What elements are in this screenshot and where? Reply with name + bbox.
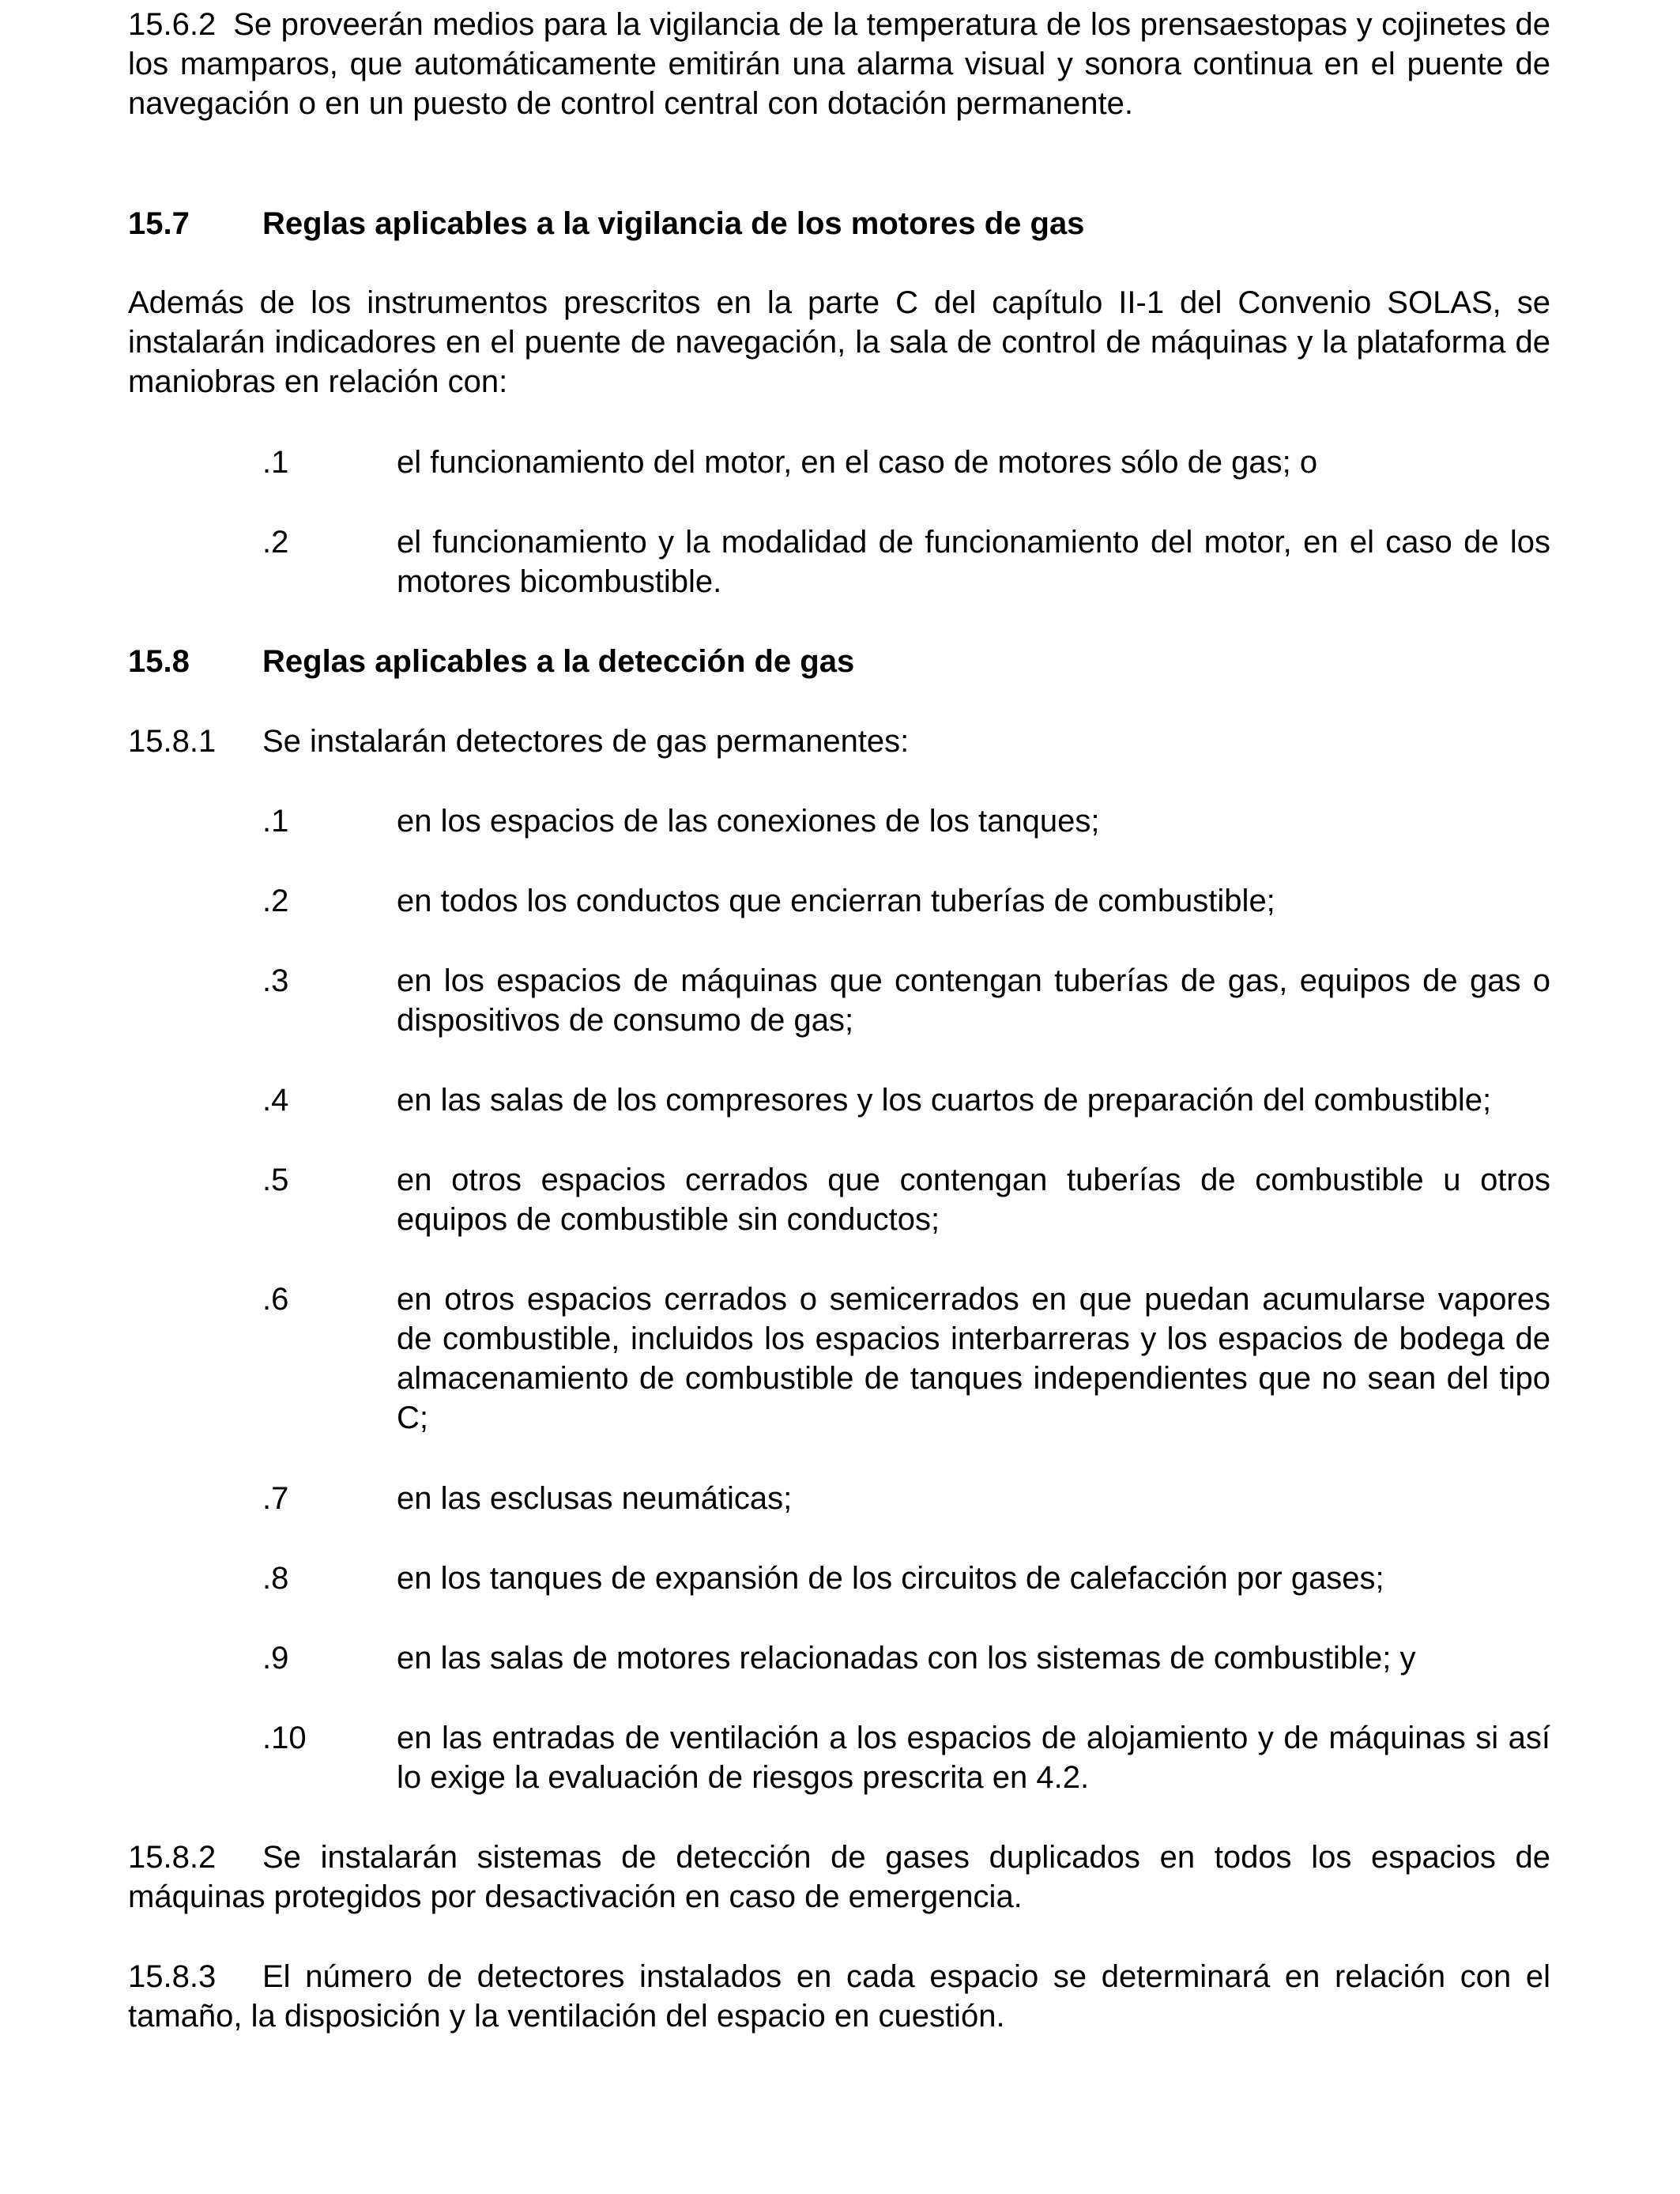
list-item [262,961,1550,1040]
paragraph-text: El número de detectores instalados en cada espacio se determinará en relación con el tamaño, la disposición y la ventilación del espacio en cuestión. [128,1959,1550,2034]
paragraph-15-8-2 [128,1838,1550,1917]
list-item-number: .4 [262,1083,289,1118]
list-item-text: en las salas de los compresores y los cuartos de preparación del combustible; [397,1083,1492,1118]
list-item [262,522,1550,601]
list-item-number: .8 [262,1561,289,1596]
list-item-text: en los tanques de expansión de los circuitos de calefacción por gases; [397,1561,1384,1596]
list-item-text: en todos los conductos que encierran tuberías de combustible; [397,884,1275,918]
list-item-text: en las esclusas neumáticas; [397,1481,793,1516]
list-item-number: .1 [262,804,289,839]
list-item [262,1718,1550,1797]
paragraph-15-6-2 [128,5,1550,123]
paragraph-15-7 [128,283,1550,401]
list-item [262,1559,1550,1598]
list-item [262,1080,1550,1120]
paragraph-text: Se instalarán detectores de gas permanentes: [262,724,910,759]
paragraph-text: Se instalarán sistemas de detección de gases duplicados en todos los espacios de máquinas protegidos por desactivación en caso de emergencia. [128,1840,1550,1914]
paragraph-number: 15.8.1 [128,724,217,759]
heading-title: Reglas aplicables a la detección de gas [262,644,855,679]
list-item [262,1638,1550,1678]
list-item-number: .2 [262,525,289,560]
list-item-text: en otros espacios cerrados que contengan tuberías de combustible u otros equipos de combustible sin conductos; [397,1163,1550,1237]
list-item-number: .10 [262,1721,307,1755]
paragraph-15-8-1 [128,722,1550,761]
paragraph-text: Se proveerán medios para la vigilancia de la temperatura de los prensaestopas y cojinetes de los mamparos, que automáticamente emitirán una alarma visual y sonora continua en el puente de navegación o en un puesto de control central con dotación permanente. [128,7,1550,121]
paragraph-15-8-3 [128,1957,1550,2036]
list-item-text: en los espacios de máquinas que contengan tuberías de gas, equipos de gas o dispositivos de consumo de gas; [397,963,1550,1038]
paragraph-number: 15.8.3 [128,1959,217,1994]
heading-number: 15.8 [128,644,190,679]
list-item-number: .5 [262,1163,289,1197]
list-item-number: .1 [262,445,289,480]
section-heading-15-8 [128,642,1550,681]
heading-title: Reglas aplicables a la vigilancia de los motores de gas [262,206,1085,241]
list-item-text: el funcionamiento del motor, en el caso de motores sólo de gas; o [397,445,1318,480]
list-item-number: .9 [262,1641,289,1676]
list-item [262,801,1550,841]
list-item-text: en las entradas de ventilación a los espacios de alojamiento y de máquinas si así lo exige la evaluación de riesgos prescrita en 4.2. [397,1721,1550,1795]
list-item-text: en otros espacios cerrados o semicerrados en que puedan acumularse vapores de combustible, incluidos los espacios interbarreras y los espacios de bodega de almacenamiento de combustible de tanques independientes que no sean del tipo C; [397,1282,1550,1435]
list-item-text: el funcionamiento y la modalidad de funcionamiento del motor, en el caso de los motores bicombustible. [397,525,1550,599]
list-item-number: .3 [262,963,289,998]
section-heading-15-7 [128,204,1550,243]
list-item [262,1479,1550,1518]
heading-number: 15.7 [128,206,190,241]
list-item-number: .2 [262,884,289,918]
list-item [262,1280,1550,1438]
list-item-text: en las salas de motores relacionadas con los sistemas de combustible; y [397,1641,1416,1676]
paragraph-number: 15.6.2 [128,7,217,42]
list-item-number: .7 [262,1481,289,1516]
paragraph-number: 15.8.2 [128,1840,217,1875]
list-item [262,443,1550,482]
list-item [262,881,1550,921]
list-item [262,1160,1550,1239]
paragraph-text: Además de los instrumentos prescritos en la parte C del capítulo II-1 del Convenio SOLAS, se instalarán indicadores en el puente de navegación, la sala de control de máquinas y la plataforma de maniobras en relación con: [128,285,1550,399]
list-item-text: en los espacios de las conexiones de los tanques; [397,804,1100,839]
list-item-number: .6 [262,1282,289,1317]
